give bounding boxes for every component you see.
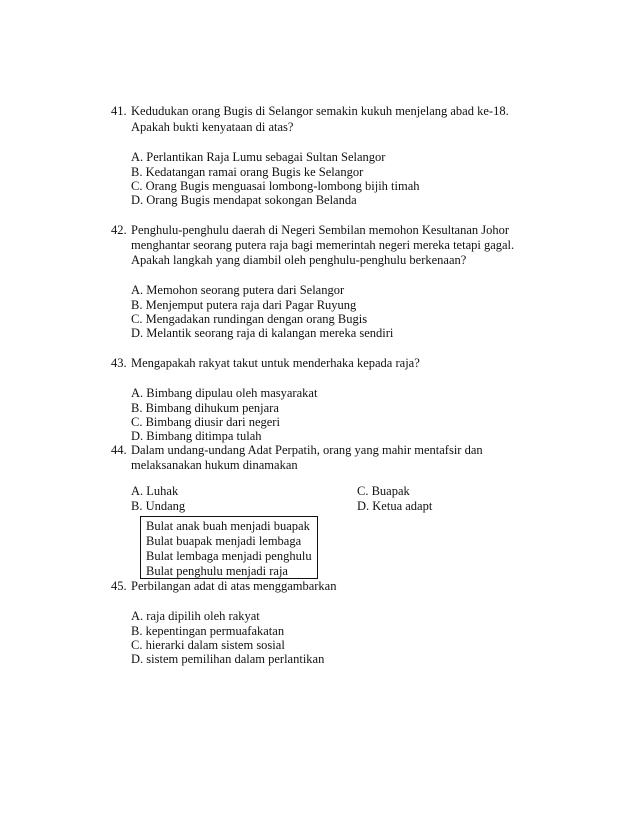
option-a: A. Bimbang dipulau oleh masyarakat <box>131 386 318 400</box>
question-stem-line: melaksanakan hukum dinamakan <box>131 458 298 472</box>
question-number: 41. <box>111 104 127 118</box>
quote-line: Bulat anak buah menjadi buapak <box>146 519 310 533</box>
question-stem-line: Dalam undang-undang Adat Perpatih, orang yang mahir mentafsir dan <box>131 443 483 457</box>
option-d: D. Ketua adapt <box>357 499 433 513</box>
quote-line: Bulat penghulu menjadi raja <box>146 564 288 578</box>
question-stem-line: menghantar seorang putera raja bagi memerintah negeri mereka tetapi gagal. <box>131 238 515 252</box>
option-c: C. Bimbang diusir dari negeri <box>131 415 280 429</box>
option-b: B. kepentingan permuafakatan <box>131 624 285 638</box>
question-number: 43. <box>111 356 127 370</box>
question-number: 44. <box>111 443 127 457</box>
option-c: C. hierarki dalam sistem sosial <box>131 638 285 652</box>
quote-line: Bulat lembaga menjadi penghulu <box>146 549 312 563</box>
option-c: C. Orang Bugis menguasai lombong-lombong bijih timah <box>131 179 420 193</box>
option-d: D. Bimbang ditimpa tulah <box>131 429 262 443</box>
option-c: C. Buapak <box>357 484 410 498</box>
question-stem-line: Perbilangan adat di atas menggambarkan <box>131 579 337 593</box>
question-stem-line: Apakah langkah yang diambil oleh penghulu-penghulu berkenaan? <box>131 253 467 267</box>
option-b: B. Undang <box>131 499 186 513</box>
option-d: D. Melantik seorang raja di kalangan mereka sendiri <box>131 326 394 340</box>
option-a: A. Memohon seorang putera dari Selangor <box>131 283 345 297</box>
question-stem-line: Kedudukan orang Bugis di Selangor semakin kukuh menjelang abad ke-18. <box>131 104 509 118</box>
option-c: C. Mengadakan rundingan dengan orang Bugis <box>131 312 368 326</box>
option-a: A. raja dipilih oleh rakyat <box>131 609 260 623</box>
option-d: D. Orang Bugis mendapat sokongan Belanda <box>131 193 357 207</box>
question-stem-line: Penghulu-penghulu daerah di Negeri Sembilan memohon Kesultanan Johor <box>131 223 510 237</box>
option-d: D. sistem pemilihan dalam perlantikan <box>131 652 325 666</box>
question-number: 42. <box>111 223 127 237</box>
option-a: A. Perlantikan Raja Lumu sebagai Sultan Selangor <box>131 150 386 164</box>
option-a: A. Luhak <box>131 484 179 498</box>
option-b: B. Kedatangan ramai orang Bugis ke Selangor <box>131 165 364 179</box>
option-b: B. Bimbang dihukum penjara <box>131 401 279 415</box>
question-stem-line: Mengapakah rakyat takut untuk menderhaka kepada raja? <box>131 356 420 370</box>
quote-line: Bulat buapak menjadi lembaga <box>146 534 302 548</box>
option-b: B. Menjemput putera raja dari Pagar Ruyung <box>131 298 357 312</box>
question-stem-line: Apakah bukti kenyataan di atas? <box>131 120 294 134</box>
adat-quote-box <box>140 516 318 579</box>
question-number: 45. <box>111 579 127 593</box>
